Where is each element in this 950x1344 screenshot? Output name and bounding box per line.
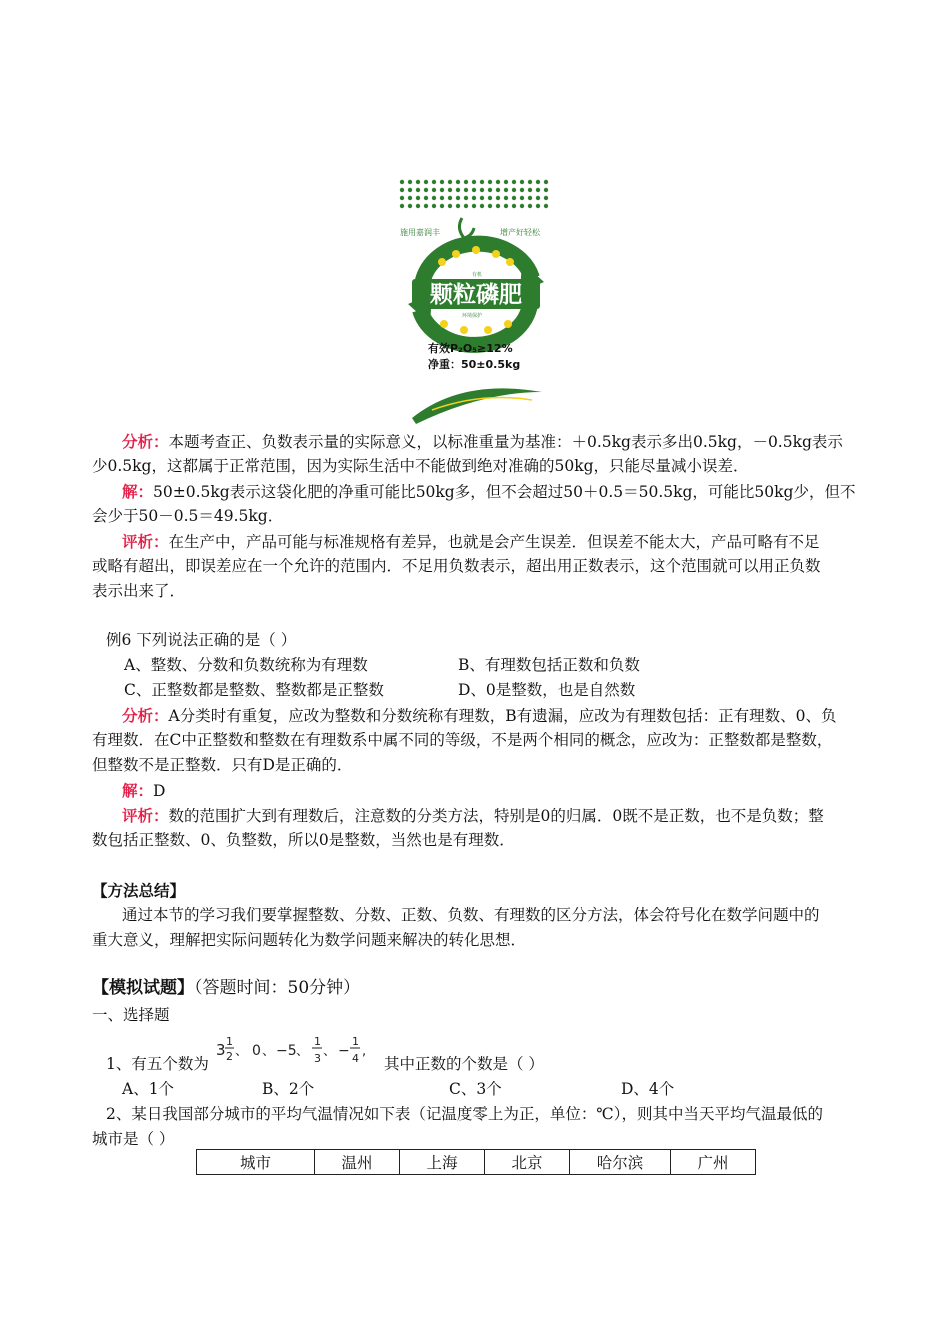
ex6-analysis-line1: 分析：A分类时有重复，应改为整数和分数统称有理数，B有遗漏，应改为有理数包括：正有理数、0、负: [122, 706, 837, 725]
table-header-cell: 温州: [315, 1150, 400, 1175]
summary-line1: 通过本节的学习我们要掌握整数、分数、正数、负数、有理数的区分方法，体会符号化在数学问题中的: [122, 906, 820, 924]
bag-sub-tag: 环境保护: [462, 313, 483, 319]
ex5-analysis-line1: 分析：本题考查正、负数表示量的实际意义，以标准重量为基准：＋0.5kg表示多出0.5kg，－0.5kg表示: [122, 432, 843, 451]
svg-text:−5: −5: [276, 1043, 297, 1059]
q1-option-b: B、2个: [262, 1080, 315, 1098]
table-header-row: [197, 1150, 756, 1175]
mock-time-note: （答题时间：50分钟）: [194, 978, 361, 998]
bag-spec-line2: 净重：50±0.5kg: [428, 358, 521, 371]
q1-prefix: 1、有五个数为: [106, 1055, 209, 1073]
bag-swoosh-icon: [412, 388, 542, 424]
table-header-cell: 城市: [197, 1150, 315, 1175]
bag-product-name: 颗粒磷肥: [430, 282, 522, 308]
ex5-solution-label: 解：: [122, 482, 154, 501]
ex5-comment-line1: 评析：在生产中，产品可能与标准规格有差异，也就是会产生误差．但误差不能太大，产品可略有不足: [122, 532, 820, 551]
ex5-analysis-label: 分析：: [122, 432, 169, 451]
ex6-comment-label: 评析：: [122, 806, 169, 825]
ex5-solution-line2: 会少于50－0.5＝49.5kg．: [92, 507, 284, 525]
fertilizer-bag-image: [392, 178, 560, 428]
bag-slogan-right: 增产好轻松: [500, 228, 540, 237]
svg-text:1: 1: [226, 1035, 233, 1048]
ex6-question: 例6 下列说法正确的是（ ）: [106, 631, 297, 649]
svg-text:4: 4: [352, 1052, 359, 1065]
q2-line1: 2、某日我国部分城市的平均气温情况如下表（记温度零上为正，单位：℃），则其中当天平均气温最低的: [106, 1105, 823, 1123]
ex5-comment-line2: 或略有超出，即误差应在一个允许的范围内．不足用负数表示，超出用正数表示，这个范围就可以用正负数: [92, 557, 821, 575]
ex6-comment-line1: 评析：数的范围扩大到有理数后，注意数的分类方法，特别是0的归属．0既不是正数，也不是负数；整: [122, 806, 824, 825]
svg-text:3: 3: [314, 1052, 321, 1065]
ex6-solution-line: [122, 778, 892, 804]
svg-text:1: 1: [352, 1035, 359, 1048]
ex5-comment-label: 评析：: [122, 532, 169, 551]
ex6-option-a: A、整数、分数和负数统称为有理数: [124, 656, 368, 674]
table-header-cell: 哈尔滨: [570, 1150, 671, 1175]
q1-option-d: D、4个: [621, 1080, 675, 1098]
svg-text:2: 2: [226, 1050, 233, 1063]
mock-heading-line: [92, 976, 862, 1001]
bag-spec-line1: 有效P₂O₅≥12%: [428, 342, 513, 355]
svg-text:、: 、: [262, 1044, 276, 1059]
svg-text:、: 、: [296, 1044, 310, 1059]
svg-text:−: −: [338, 1043, 350, 1059]
ex6-analysis-line3: 但整数不是正整数．只有D是正确的．: [92, 756, 353, 774]
q1-option-c: C、3个: [449, 1080, 502, 1098]
cycle-arrow-bottom-icon: [420, 304, 530, 345]
table-header-cell: 广州: [671, 1150, 756, 1175]
bag-product-tag: 有机: [472, 272, 483, 278]
ex6-analysis-line2: 有理数．在C中正整数和整数在有理数系中属不同的等级，不是两个相同的概念，应改为：正整数都是整数，: [92, 731, 833, 749]
summary-line2: 重大意义，理解把实际问题转化为数学问题来解决的转化思想．: [92, 931, 527, 949]
ex6-comment-line2: 数包括正整数、0、负整数，所以0是整数，当然也是有理数．: [92, 831, 515, 849]
brand-leaf-icon: [459, 218, 474, 238]
svg-text:0: 0: [252, 1043, 261, 1059]
ex6-option-c: C、正整数都是整数、整数都是正整数: [124, 681, 384, 699]
bag-brand-small: 嘉润丰: [472, 239, 486, 244]
q1-suffix: 其中正数的个数是（ ）: [384, 1055, 544, 1073]
ex5-solution-line1: 解：50±0.5kg表示这袋化肥的净重可能比50kg多，但不会超过50＋0.5＝50.5kg，可能比50kg少，但不: [122, 482, 856, 501]
city-temperature-table: [196, 1149, 756, 1175]
svg-text:、: 、: [235, 1044, 249, 1059]
svg-text:3: 3: [216, 1041, 226, 1059]
ex6-solution-label: 解：: [122, 781, 154, 800]
svg-text:1: 1: [314, 1035, 321, 1048]
svg-text:、: 、: [323, 1044, 337, 1059]
ex6-option-d: D、0是整数，也是自然数: [458, 681, 636, 699]
ex5-analysis-line2: 少0.5kg，这都属于正常范围，因为实际生活中不能做到绝对准确的50kg，只能尽量减小误差．: [92, 457, 749, 475]
q2-line2: 城市是（ ）: [92, 1130, 175, 1148]
q1-numbers-expression: [216, 1030, 381, 1072]
bag-slogan-left: 施用嘉润丰: [400, 228, 440, 237]
ex6-solution-value: D: [153, 782, 166, 800]
table-header-cell: 上海: [400, 1150, 485, 1175]
summary-heading: 【方法总结】: [92, 881, 186, 900]
ex6-analysis-label: 分析：: [122, 706, 169, 725]
mock-heading: 【模拟试题】: [92, 978, 194, 998]
mock-section1: 一、选择题: [92, 1006, 170, 1024]
ex5-comment-line3: 表示出来了．: [92, 582, 186, 600]
table-header-cell: 北京: [485, 1150, 570, 1175]
ex6-option-b: B、有理数包括正数和负数: [458, 656, 640, 674]
svg-text:,: ,: [362, 1044, 367, 1059]
q1-option-a: A、1个: [122, 1080, 175, 1098]
